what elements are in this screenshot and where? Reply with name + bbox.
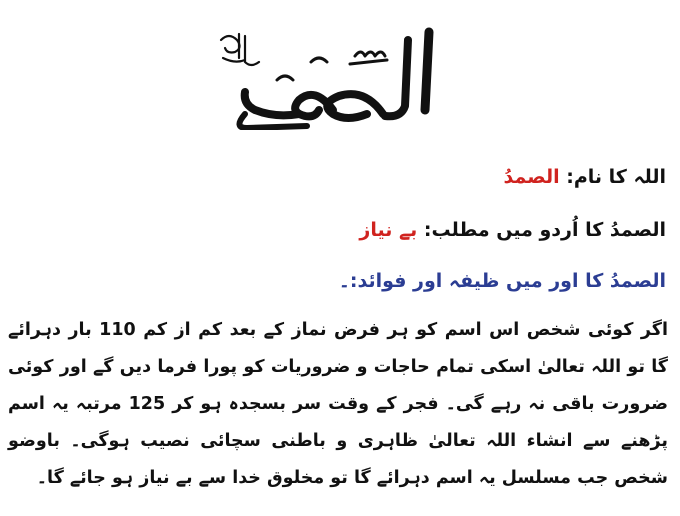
body-paragraph: اگر کوئی شخص اس اسم کو ہر فرض نماز کے بعد کم از کم 110 بار دہرائے گا تو اللہ تعالیٰ اسکی تمام حاجات و ضروریات کو پورا فرما دیں گے اور کوئی ضرورت باقی نہ رہے گی۔ فجر کے وقت سر بسجدہ ہو کر 125 مرتبہ یہ اسم پڑھنے سے انشاء اللہ تعالیٰ ظاہری و باطنی سچائی نصیب ہوگی۔ باوضو شخص جب مسلسل یہ اسم دہرائے گا تو مخلوق خدا سے بے نیاز ہو جائے گا۔ [8, 320, 668, 488]
name-value: الصمدُ [503, 166, 560, 188]
calligraphy-art [215, 18, 465, 130]
name-line [504, 162, 666, 192]
name-label: اللہ کا نام: [566, 166, 666, 188]
calligraphy-logo [215, 18, 465, 130]
meaning-line [359, 215, 666, 245]
wazifa-heading-text: الصمدُ کا اور میں ظیفہ اور فوائد:۔ [338, 270, 666, 292]
meaning-label: الصمدُ کا اُردو میں مطلب: [423, 219, 666, 241]
meaning-value: بے نیاز [359, 219, 418, 241]
wazifa-heading [339, 266, 666, 296]
